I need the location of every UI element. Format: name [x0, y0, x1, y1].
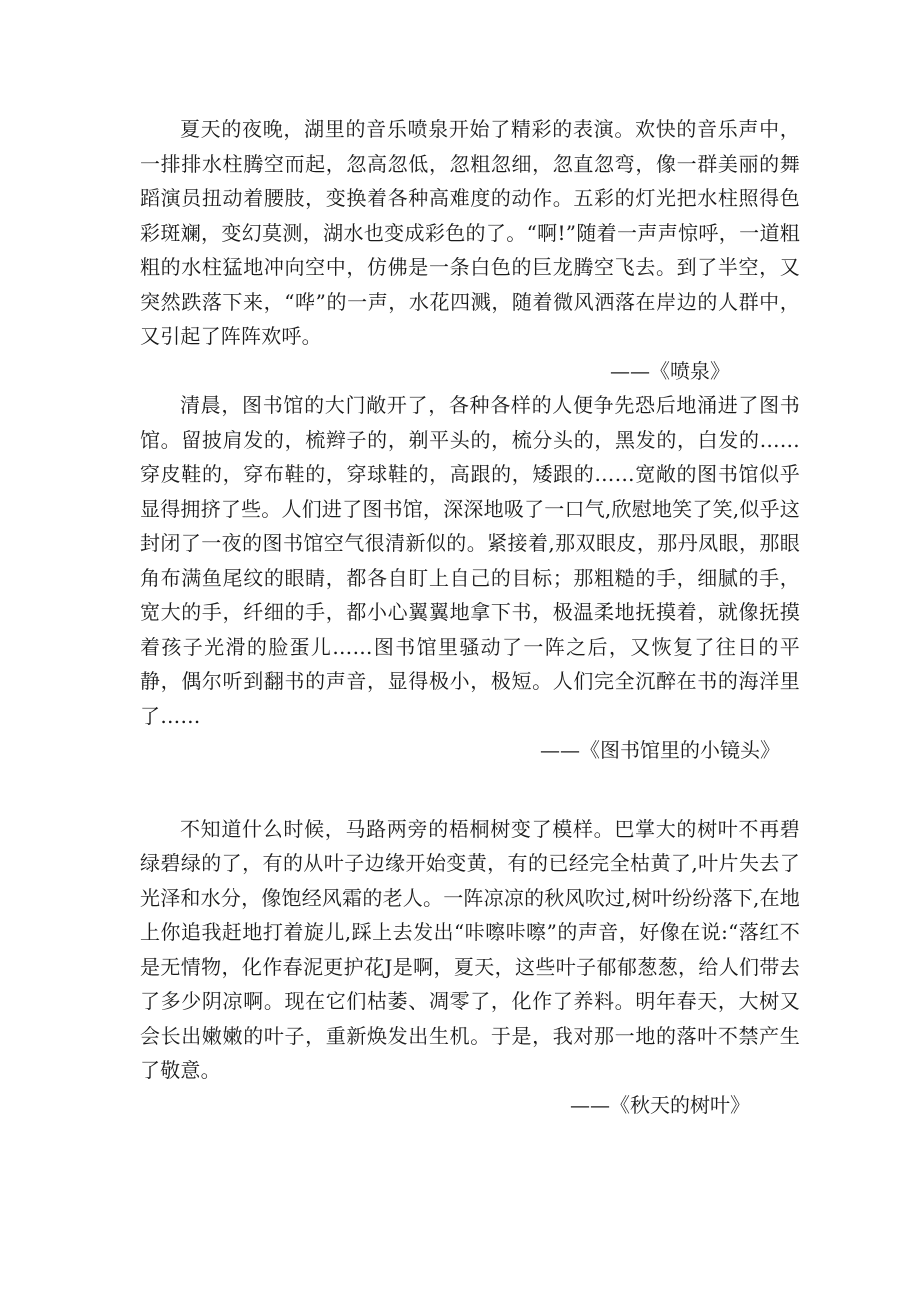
passage-attribution: ——《喷泉》: [610, 358, 730, 383]
passage-paragraph: 不知道什么时候，马路两旁的梧桐树变了模样。巴掌大的树叶不再碧绿碧绿的了，有的从叶子边缘开始变黄，有的已经完全枯黄了,叶片失去了光泽和水分，像饱经风霜的老人。一阵凉凉的秋风吹过,树叶纷纷落下,在地上你追我赶地打着旋儿,踩上去发出“咔嚓咔嚓”的声音，好像在说:“落红不是无情物，化作春泥更护花J是啊，夏天，这些叶子郁郁葱葱，给人们带去了多少阴凉啊。现在它们枯萎、凋零了，化作了养料。明年春天，大树又会长出嫩嫩的叶子，重新焕发出生机。于是，我对那一地的落叶不禁产生了敬意。: [140, 816, 800, 1082]
passage-fountain: [140, 112, 800, 388]
passage-library: [140, 388, 800, 768]
passage-paragraph: 清晨，图书馆的大门敞开了，各种各样的人便争先恐后地涌进了图书馆。留披肩发的，梳辫子的，剃平头的，梳分头的，黑发的，白发的……穿皮鞋的，穿布鞋的，穿球鞋的，高跟的，矮跟的……宽敞的图书馆似乎显得拥挤了些。人们进了图书馆，深深地吸了一口气,欣慰地笑了笑,似乎这封闭了一夜的图书馆空气很清新似的。紧接着,那双眼皮，那丹凤眼，那眼角布满鱼尾纹的眼睛，都各自盯上自己的目标；那粗糙的手，细腻的手，宽大的手，纤细的手，都小心翼翼地拿下书，极温柔地抚摸着，就像抚摸着孩子光滑的脸蛋儿……图书馆里骚动了一阵之后，又恢复了往日的平静，偶尔听到翻书的声音，显得极小，极短。人们完全沉醉在书的海洋里了……: [140, 393, 800, 728]
document-body: [140, 112, 800, 1122]
passage-attribution: ——《秋天的树叶》: [570, 1092, 750, 1117]
passage-paragraph: 夏天的夜晚，湖里的音乐喷泉开始了精彩的表演。欢快的音乐声中，一排排水柱腾空而起，忽高忽低，忽粗忽细，忽直忽弯，像一群美丽的舞蹈演员扭动着腰肢，变换着各种高难度的动作。五彩的灯光把水柱照得色彩斑斓，变幻莫测，湖水也变成彩色的了。“啊!”随着一声声惊呼，一道粗粗的水柱猛地冲向空中，仿佛是一条白色的巨龙腾空飞去。到了半空，又突然跌落下来，“哗”的一声，水花四溅，随着微风洒落在岸边的人群中，又引起了阵阵欢呼。: [140, 117, 800, 348]
passage-autumn-leaves: [140, 812, 800, 1123]
passage-attribution: ——《图书馆里的小镜头》: [540, 738, 780, 762]
